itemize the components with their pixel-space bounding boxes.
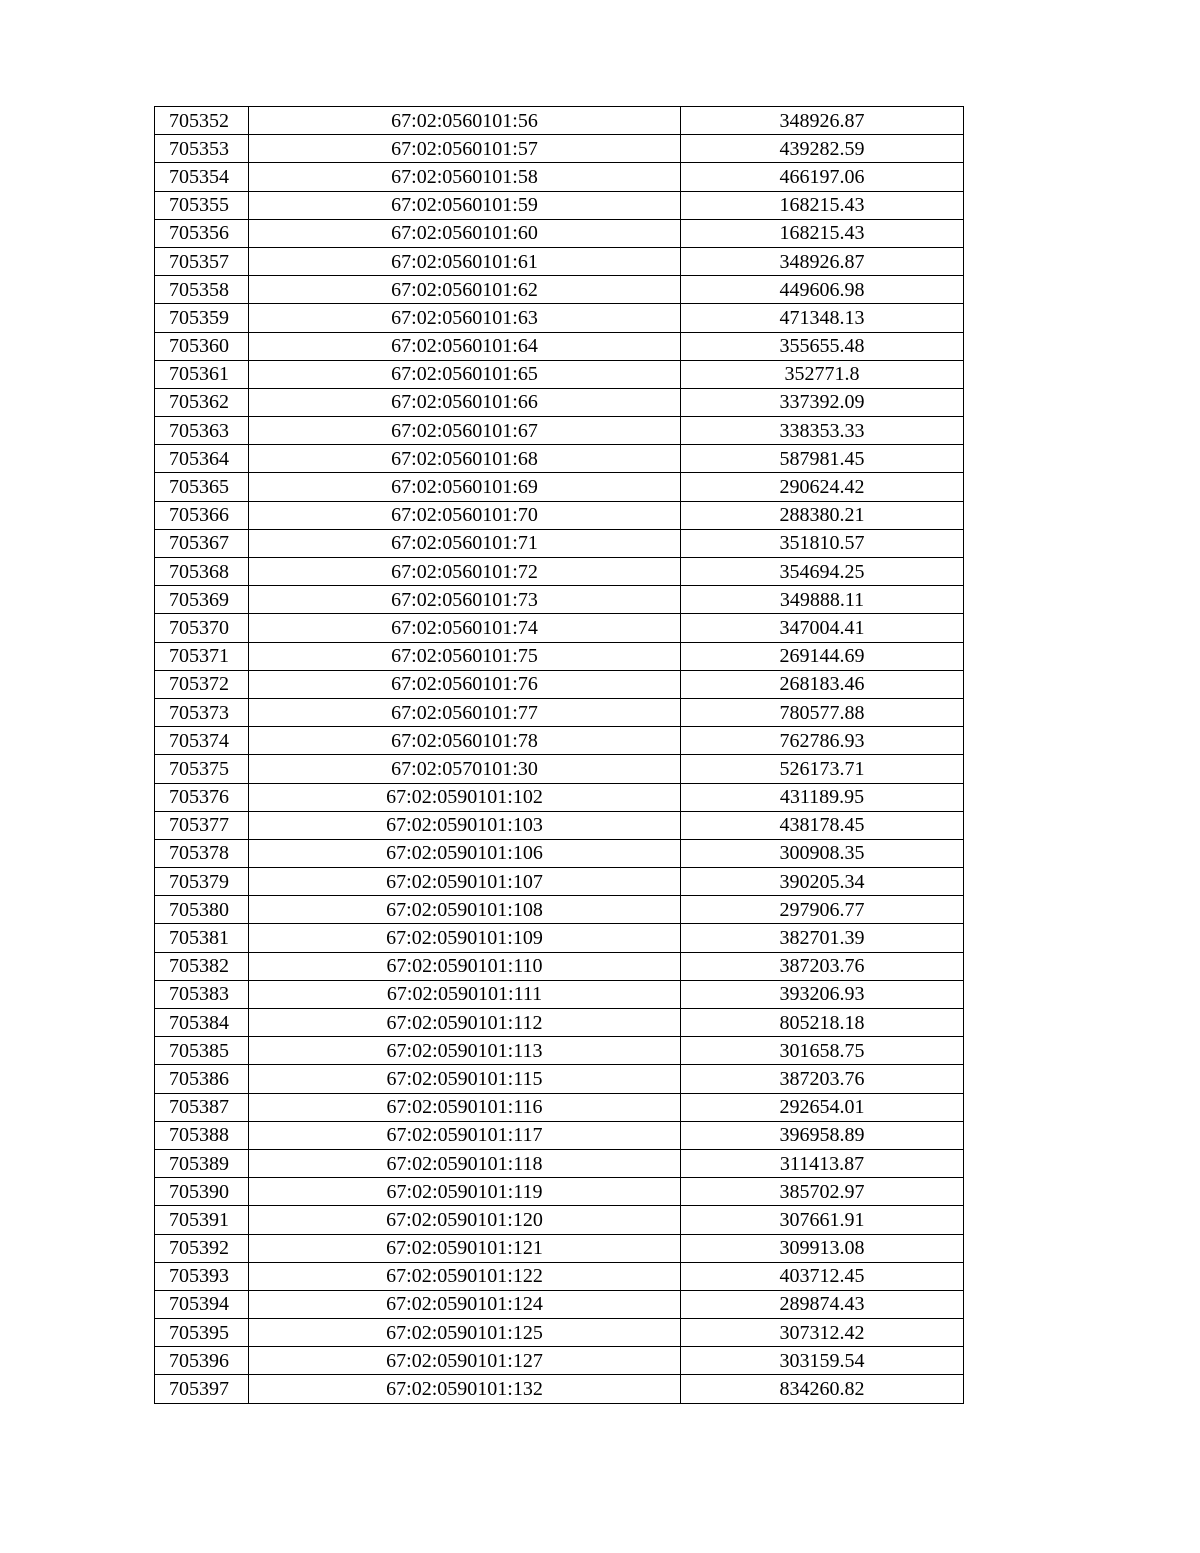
table-row xyxy=(155,727,964,755)
row-number-cell: 705387 xyxy=(155,1093,249,1121)
value-cell: 762786.93 xyxy=(681,727,964,755)
row-number-cell: 705365 xyxy=(155,473,249,501)
row-number-cell: 705394 xyxy=(155,1290,249,1318)
cadastral-number-cell: 67:02:0590101:115 xyxy=(249,1065,681,1093)
value-cell: 297906.77 xyxy=(681,896,964,924)
value-cell: 466197.06 xyxy=(681,163,964,191)
cadastral-number-cell: 67:02:0560101:75 xyxy=(249,642,681,670)
table-row xyxy=(155,1262,964,1290)
row-number-cell: 705390 xyxy=(155,1178,249,1206)
value-cell: 349888.11 xyxy=(681,586,964,614)
table-row xyxy=(155,755,964,783)
cadastral-number-cell: 67:02:0560101:76 xyxy=(249,670,681,698)
value-cell: 393206.93 xyxy=(681,980,964,1008)
value-cell: 311413.87 xyxy=(681,1149,964,1177)
row-number-cell: 705388 xyxy=(155,1121,249,1149)
table-row xyxy=(155,670,964,698)
row-number-cell: 705372 xyxy=(155,670,249,698)
cadastral-number-cell: 67:02:0560101:57 xyxy=(249,135,681,163)
row-number-cell: 705361 xyxy=(155,360,249,388)
value-cell: 309913.08 xyxy=(681,1234,964,1262)
row-number-cell: 705371 xyxy=(155,642,249,670)
value-cell: 290624.42 xyxy=(681,473,964,501)
value-cell: 351810.57 xyxy=(681,529,964,557)
table-row xyxy=(155,952,964,980)
row-number-cell: 705373 xyxy=(155,698,249,726)
row-number-cell: 705357 xyxy=(155,247,249,275)
records-table xyxy=(154,106,964,1404)
value-cell: 834260.82 xyxy=(681,1375,964,1403)
cadastral-number-cell: 67:02:0590101:102 xyxy=(249,783,681,811)
cadastral-number-cell: 67:02:0590101:112 xyxy=(249,1009,681,1037)
table-row xyxy=(155,473,964,501)
value-cell: 338353.33 xyxy=(681,417,964,445)
cadastral-number-cell: 67:02:0590101:122 xyxy=(249,1262,681,1290)
table-row xyxy=(155,811,964,839)
value-cell: 382701.39 xyxy=(681,924,964,952)
table-row xyxy=(155,501,964,529)
table-row xyxy=(155,1037,964,1065)
cadastral-number-cell: 67:02:0560101:74 xyxy=(249,614,681,642)
value-cell: 300908.35 xyxy=(681,839,964,867)
value-cell: 780577.88 xyxy=(681,698,964,726)
value-cell: 348926.87 xyxy=(681,107,964,135)
table-row xyxy=(155,304,964,332)
table-row xyxy=(155,924,964,952)
table-row xyxy=(155,417,964,445)
value-cell: 352771.8 xyxy=(681,360,964,388)
value-cell: 347004.41 xyxy=(681,614,964,642)
row-number-cell: 705354 xyxy=(155,163,249,191)
value-cell: 307312.42 xyxy=(681,1319,964,1347)
table-row xyxy=(155,332,964,360)
table-row xyxy=(155,642,964,670)
row-number-cell: 705356 xyxy=(155,219,249,247)
cadastral-number-cell: 67:02:0560101:71 xyxy=(249,529,681,557)
row-number-cell: 705367 xyxy=(155,529,249,557)
cadastral-number-cell: 67:02:0560101:68 xyxy=(249,445,681,473)
cadastral-number-cell: 67:02:0560101:66 xyxy=(249,388,681,416)
value-cell: 289874.43 xyxy=(681,1290,964,1318)
table-row xyxy=(155,1178,964,1206)
cadastral-number-cell: 67:02:0590101:109 xyxy=(249,924,681,952)
cadastral-number-cell: 67:02:0590101:103 xyxy=(249,811,681,839)
value-cell: 439282.59 xyxy=(681,135,964,163)
cadastral-number-cell: 67:02:0560101:56 xyxy=(249,107,681,135)
cadastral-number-cell: 67:02:0560101:78 xyxy=(249,727,681,755)
table-row xyxy=(155,614,964,642)
value-cell: 168215.43 xyxy=(681,219,964,247)
table-row xyxy=(155,529,964,557)
table-row xyxy=(155,445,964,473)
value-cell: 526173.71 xyxy=(681,755,964,783)
cadastral-number-cell: 67:02:0590101:121 xyxy=(249,1234,681,1262)
cadastral-number-cell: 67:02:0590101:106 xyxy=(249,839,681,867)
table-row xyxy=(155,698,964,726)
table-row xyxy=(155,1121,964,1149)
cadastral-number-cell: 67:02:0560101:61 xyxy=(249,247,681,275)
cadastral-number-cell: 67:02:0590101:127 xyxy=(249,1347,681,1375)
row-number-cell: 705352 xyxy=(155,107,249,135)
row-number-cell: 705375 xyxy=(155,755,249,783)
row-number-cell: 705379 xyxy=(155,868,249,896)
table-row xyxy=(155,783,964,811)
cadastral-number-cell: 67:02:0570101:30 xyxy=(249,755,681,783)
row-number-cell: 705362 xyxy=(155,388,249,416)
cadastral-number-cell: 67:02:0590101:111 xyxy=(249,980,681,1008)
row-number-cell: 705397 xyxy=(155,1375,249,1403)
value-cell: 307661.91 xyxy=(681,1206,964,1234)
cadastral-number-cell: 67:02:0560101:58 xyxy=(249,163,681,191)
value-cell: 396958.89 xyxy=(681,1121,964,1149)
cadastral-number-cell: 67:02:0560101:62 xyxy=(249,276,681,304)
value-cell: 471348.13 xyxy=(681,304,964,332)
table-row xyxy=(155,163,964,191)
row-number-cell: 705381 xyxy=(155,924,249,952)
cadastral-number-cell: 67:02:0590101:120 xyxy=(249,1206,681,1234)
value-cell: 355655.48 xyxy=(681,332,964,360)
row-number-cell: 705386 xyxy=(155,1065,249,1093)
value-cell: 385702.97 xyxy=(681,1178,964,1206)
row-number-cell: 705392 xyxy=(155,1234,249,1262)
cadastral-number-cell: 67:02:0590101:107 xyxy=(249,868,681,896)
value-cell: 292654.01 xyxy=(681,1093,964,1121)
table-row xyxy=(155,1375,964,1403)
row-number-cell: 705360 xyxy=(155,332,249,360)
table-row xyxy=(155,586,964,614)
table-row xyxy=(155,868,964,896)
row-number-cell: 705396 xyxy=(155,1347,249,1375)
table-row xyxy=(155,388,964,416)
cadastral-number-cell: 67:02:0590101:124 xyxy=(249,1290,681,1318)
row-number-cell: 705376 xyxy=(155,783,249,811)
value-cell: 348926.87 xyxy=(681,247,964,275)
table-row xyxy=(155,360,964,388)
row-number-cell: 705353 xyxy=(155,135,249,163)
row-number-cell: 705370 xyxy=(155,614,249,642)
value-cell: 168215.43 xyxy=(681,191,964,219)
row-number-cell: 705369 xyxy=(155,586,249,614)
row-number-cell: 705395 xyxy=(155,1319,249,1347)
row-number-cell: 705391 xyxy=(155,1206,249,1234)
row-number-cell: 705358 xyxy=(155,276,249,304)
table-row xyxy=(155,1234,964,1262)
row-number-cell: 705382 xyxy=(155,952,249,980)
row-number-cell: 705366 xyxy=(155,501,249,529)
records-table-body xyxy=(155,107,964,1404)
cadastral-number-cell: 67:02:0590101:125 xyxy=(249,1319,681,1347)
row-number-cell: 705377 xyxy=(155,811,249,839)
value-cell: 438178.45 xyxy=(681,811,964,839)
value-cell: 354694.25 xyxy=(681,558,964,586)
cadastral-number-cell: 67:02:0590101:117 xyxy=(249,1121,681,1149)
cadastral-number-cell: 67:02:0590101:113 xyxy=(249,1037,681,1065)
cadastral-number-cell: 67:02:0590101:118 xyxy=(249,1149,681,1177)
cadastral-number-cell: 67:02:0590101:108 xyxy=(249,896,681,924)
table-row xyxy=(155,558,964,586)
table-row xyxy=(155,1290,964,1318)
row-number-cell: 705363 xyxy=(155,417,249,445)
row-number-cell: 705389 xyxy=(155,1149,249,1177)
table-row xyxy=(155,896,964,924)
cadastral-number-cell: 67:02:0560101:64 xyxy=(249,332,681,360)
cadastral-number-cell: 67:02:0590101:110 xyxy=(249,952,681,980)
value-cell: 805218.18 xyxy=(681,1009,964,1037)
cadastral-number-cell: 67:02:0560101:77 xyxy=(249,698,681,726)
row-number-cell: 705368 xyxy=(155,558,249,586)
value-cell: 431189.95 xyxy=(681,783,964,811)
row-number-cell: 705364 xyxy=(155,445,249,473)
table-row xyxy=(155,1206,964,1234)
cadastral-number-cell: 67:02:0560101:73 xyxy=(249,586,681,614)
table-row xyxy=(155,1065,964,1093)
value-cell: 288380.21 xyxy=(681,501,964,529)
value-cell: 390205.34 xyxy=(681,868,964,896)
value-cell: 301658.75 xyxy=(681,1037,964,1065)
cadastral-number-cell: 67:02:0560101:67 xyxy=(249,417,681,445)
row-number-cell: 705374 xyxy=(155,727,249,755)
table-row xyxy=(155,1347,964,1375)
value-cell: 268183.46 xyxy=(681,670,964,698)
table-row xyxy=(155,980,964,1008)
row-number-cell: 705385 xyxy=(155,1037,249,1065)
row-number-cell: 705384 xyxy=(155,1009,249,1037)
value-cell: 387203.76 xyxy=(681,952,964,980)
table-row xyxy=(155,247,964,275)
value-cell: 337392.09 xyxy=(681,388,964,416)
value-cell: 449606.98 xyxy=(681,276,964,304)
cadastral-number-cell: 67:02:0560101:63 xyxy=(249,304,681,332)
cadastral-number-cell: 67:02:0560101:65 xyxy=(249,360,681,388)
cadastral-number-cell: 67:02:0590101:132 xyxy=(249,1375,681,1403)
table-row xyxy=(155,1093,964,1121)
row-number-cell: 705383 xyxy=(155,980,249,1008)
table-row xyxy=(155,107,964,135)
table-row xyxy=(155,191,964,219)
cadastral-number-cell: 67:02:0590101:116 xyxy=(249,1093,681,1121)
value-cell: 269144.69 xyxy=(681,642,964,670)
table-row xyxy=(155,1149,964,1177)
cadastral-number-cell: 67:02:0560101:72 xyxy=(249,558,681,586)
table-row xyxy=(155,839,964,867)
table-row xyxy=(155,219,964,247)
table-row xyxy=(155,135,964,163)
cadastral-number-cell: 67:02:0560101:70 xyxy=(249,501,681,529)
row-number-cell: 705359 xyxy=(155,304,249,332)
cadastral-number-cell: 67:02:0560101:69 xyxy=(249,473,681,501)
row-number-cell: 705380 xyxy=(155,896,249,924)
cadastral-number-cell: 67:02:0560101:59 xyxy=(249,191,681,219)
cadastral-number-cell: 67:02:0590101:119 xyxy=(249,1178,681,1206)
table-row xyxy=(155,1009,964,1037)
cadastral-number-cell: 67:02:0560101:60 xyxy=(249,219,681,247)
value-cell: 587981.45 xyxy=(681,445,964,473)
table-row xyxy=(155,276,964,304)
row-number-cell: 705355 xyxy=(155,191,249,219)
value-cell: 387203.76 xyxy=(681,1065,964,1093)
table-row xyxy=(155,1319,964,1347)
row-number-cell: 705393 xyxy=(155,1262,249,1290)
value-cell: 403712.45 xyxy=(681,1262,964,1290)
value-cell: 303159.54 xyxy=(681,1347,964,1375)
row-number-cell: 705378 xyxy=(155,839,249,867)
